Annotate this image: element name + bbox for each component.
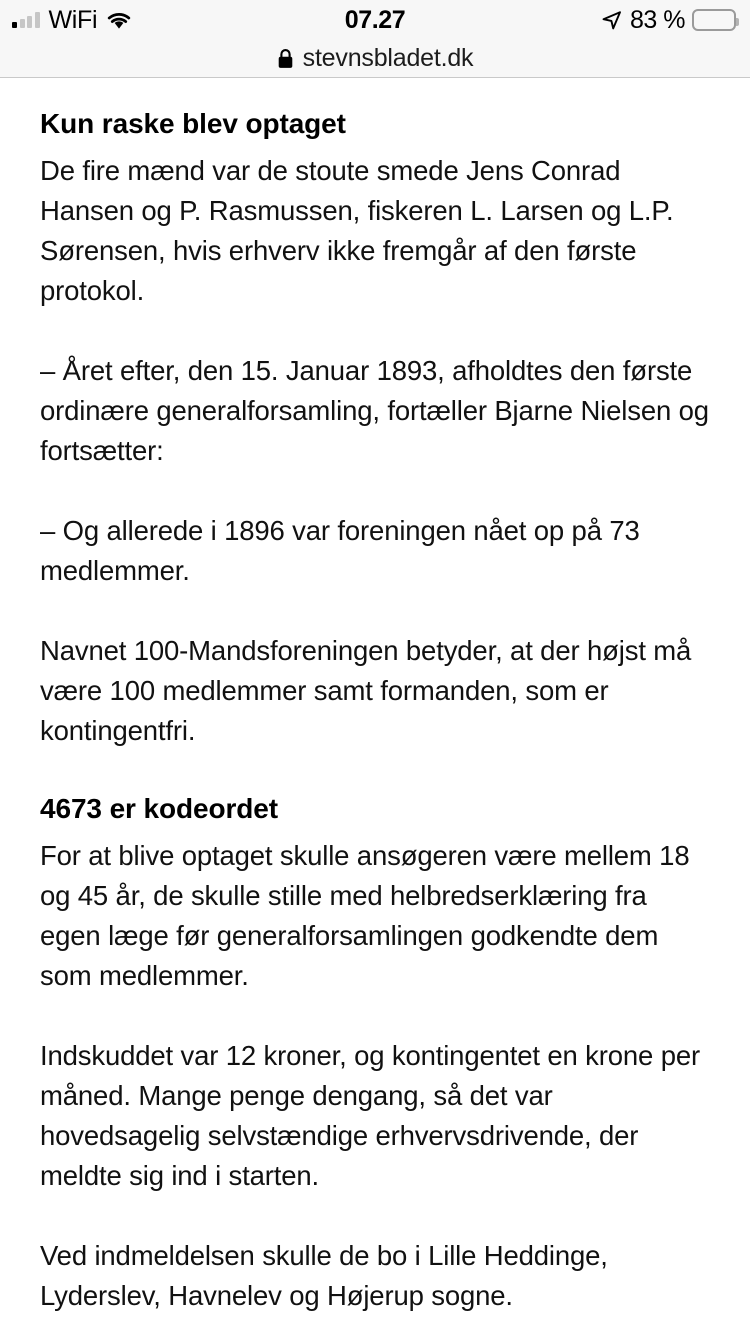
article-paragraph: – Året efter, den 15. Januar 1893, afholdtes den første ordinære generalforsamling, fortæller Bjarne Nielsen og fortsætter:: [40, 354, 709, 466]
article-heading: 4673 er kodeordet: [40, 792, 278, 824]
article-paragraph: Ved indmeldelsen skulle de bo i Lille Heddinge, Lyderslev, Havnelev og Højerup sogne.: [40, 1239, 608, 1311]
article-paragraph: For at blive optaget skulle ansøgeren være mellem 18 og 45 år, de skulle stille med helbredserklæring fra egen læge før generalforsamlingen godkendte dem som medlemmer.: [40, 839, 690, 991]
url-text[interactable]: stevnsbladet.dk: [302, 44, 474, 72]
browser-url-bar[interactable]: [0, 40, 750, 77]
carrier-label: WiFi: [48, 5, 98, 34]
article-heading: Kun raske blev optaget: [40, 108, 346, 139]
article-paragraph: De fire mænd var de stoute smede Jens Conrad Hansen og P. Rasmussen, fiskeren L. Larsen og L.P. Sørensen, hvis erhverv ikke fremgår af den første protokol.: [40, 154, 674, 306]
article-content: [0, 78, 750, 1334]
status-bar-clock: 07.27: [344, 5, 406, 34]
article-paragraph: – Og allerede i 1896 var foreningen nået op på 73 medlemmer.: [40, 514, 640, 586]
location-arrow-icon: [601, 9, 623, 31]
article-paragraph: Navnet 100-Mandsforeningen betyder, at der højst må være 100 medlemmer samt formanden, som er kontingentfri.: [40, 634, 692, 746]
browser-chrome: [0, 0, 750, 78]
status-bar-right: [601, 6, 736, 35]
status-bar: [0, 0, 750, 40]
article-paragraph: Indskuddet var 12 kroner, og kontingentet en krone per måned. Mange penge dengang, så det var hovedsagelig selvstændige erhvervsdrivende, der meldte sig ind i starten.: [40, 1039, 700, 1191]
battery-percent-label: 83 %: [630, 5, 685, 34]
lock-icon: [277, 48, 294, 69]
battery-icon: [692, 9, 736, 31]
